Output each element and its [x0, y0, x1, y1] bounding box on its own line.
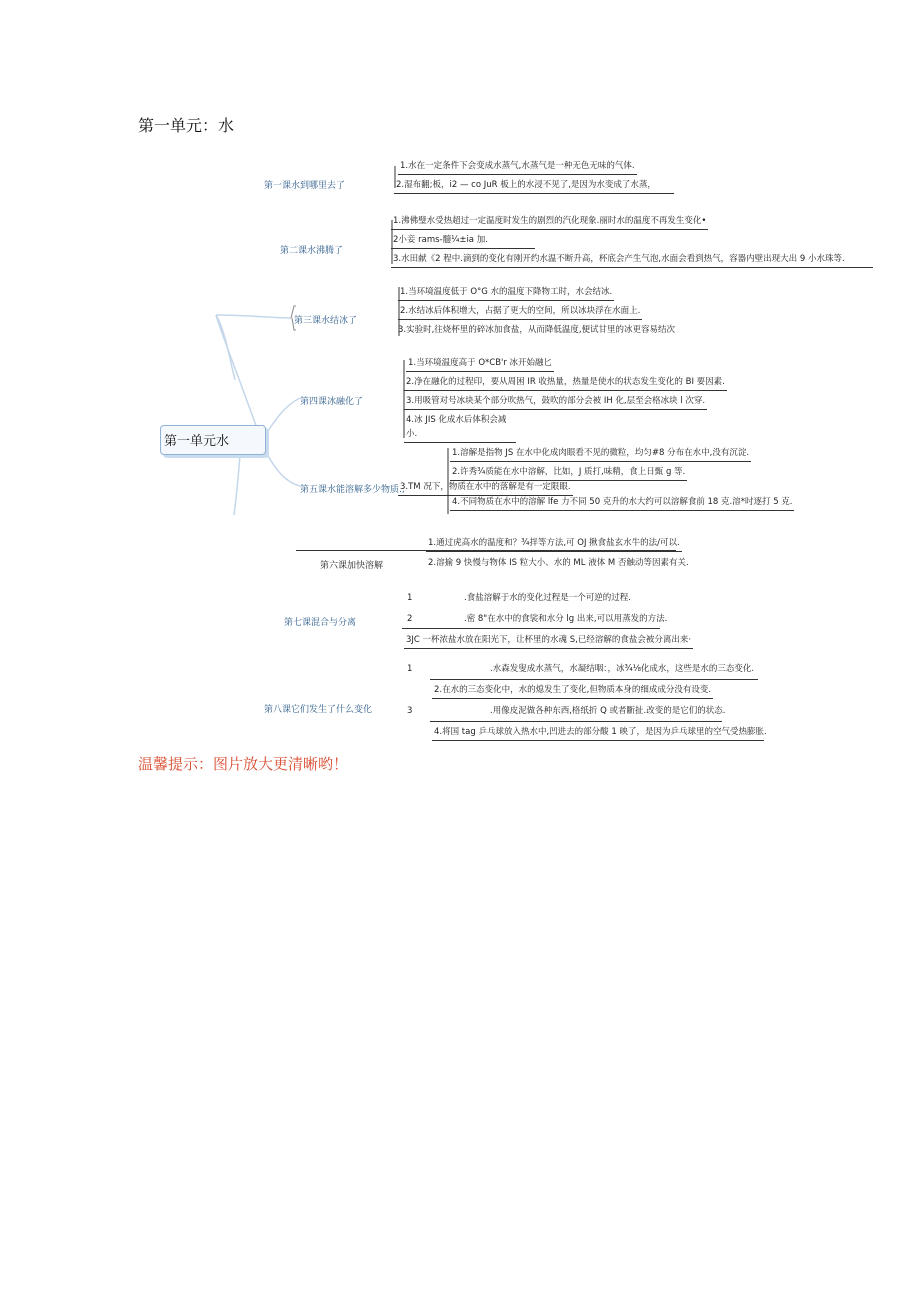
lesson-8-item-3-text: .用像皮泥做各种东西,格纸折 Q 或者斷扯.改变的是它们的状态.	[490, 706, 726, 716]
document-title: 第一单元：水	[138, 116, 235, 135]
lesson-2-item-1: 1.沸佛璧水受热超过一定温度时发生的剧烈的汽化现象.丽时水的温度不再发生变化•	[391, 216, 708, 230]
lesson-8-item-3-num: 3	[407, 706, 413, 716]
lesson-4-item-2: 2.净在融化的过程印，要从周困 IR 收热量，热量是使水的状态发生变化的 BI 要因素.	[404, 377, 727, 391]
lesson-3-title: 第三课水结冰了	[294, 316, 358, 326]
lesson-5-item-3: 3.TM 况下，物质在水中的落解是有一定限眼.	[398, 482, 573, 496]
lesson-7-title: 第七课混合与分离	[284, 618, 357, 628]
lesson-4-title: 第四课冰融化了	[300, 397, 364, 407]
lesson-8-rule-1	[430, 679, 758, 680]
lesson-7-item-2-num: 2	[407, 614, 413, 624]
lesson-7-item-1-text: .食盐溶解于水的变化过程是一个可逆的过程.	[464, 593, 631, 603]
lesson-8-title: 第八课它们发生了什么变化	[264, 705, 373, 715]
lesson-7-rule-2	[402, 628, 660, 629]
lesson-3-item-3: 3.实验时,往烧杯里的碎冰加食盐，从而降低温度,便试甘里的冰更容易结次	[398, 325, 676, 335]
lesson-7-item-1-num: 1	[407, 593, 413, 603]
lesson-2-title: 第二课水沸腾了	[280, 246, 344, 256]
lesson-1-title: 第一课水到哪里去了	[264, 181, 346, 191]
lesson-8-item-4: 4.将国 tag 乒乓球放入热水中,凹进去的部分酸 1 映了，是因为乒乓球里的空气受热膨胀.	[432, 727, 764, 741]
lesson-4-item-5: 小.	[404, 429, 516, 443]
lesson-6-title: 第六课加快溶解	[320, 561, 384, 571]
lesson-6-item-1: 1.通过虎高水的温度和？¾拌等方法,可 OJ 揪食盐玄水牛的法/可以.	[426, 538, 682, 552]
lesson-7-item-2-text: .密 8"在水中的食裟和水分 lg 出来,可以用蒸发的方法.	[464, 614, 668, 624]
lesson-2-item-3: 3.水田献《2 程中.滴到的变化有刚开约水温不断升高，杯底会产生气泡,水面会看到热气，容器内壁出现大出 9 小水珠等.	[391, 254, 873, 268]
lesson-5-item-2: 2.许秀¾质能在水中溶解，比如，J 质打,味精，食上日甄 g 等.	[450, 467, 687, 481]
mindmap-center-label: 第一单元水	[164, 434, 230, 449]
document-tip: 温馨提示：图片放大更清晰哟！	[138, 755, 349, 773]
lesson-5-item-1: 1.溶解是指物 JS 在水中化成肉眼看不见的微粒，均匀#8 分布在水中,没有沉淀.	[450, 448, 751, 462]
lesson-4-item-1: 1.当环境温度高于 O*CB'r 冰开始融匕	[406, 358, 554, 372]
lesson-5-title: 第五课水能溶解多少物质.,	[300, 485, 405, 495]
lesson-5-item-4: 4.不同物质在水中的溶解 lfe 力不同 50 克升的水大约可以溶解食前 18 克.溶*吋逐打 5 克.	[450, 497, 794, 511]
lesson-8-rule-3	[430, 721, 722, 722]
lesson-4-item-3: 3.用吸管对号冰块某个部分吹热气，鼓吹的部分会被 IH 化,层至会格冰块 l 次穿.	[404, 396, 707, 410]
lesson-3-item-2: 2.水结冰后体积增大，占据了更大的空间，所以冰块浮在水面上.	[398, 306, 642, 320]
lesson-8-item-1-text: .水森发叟成水蒸气，水凝结咽：，冰¾⅛化成水，这些是水的三态变化.	[490, 664, 755, 674]
lesson-1-item-1: 1.水在一定条件下会变成水蒸气,水蒸气是一种无色无味的气体.	[398, 161, 637, 175]
lesson-8-item-2: 2.在水的三态变化中，水的熄发生了变化,但物质本身的细成成分没有设变.	[432, 685, 713, 699]
lesson-2-item-2: 2小妾 rams-髓¼±ia 加.	[391, 235, 535, 249]
lesson-8-item-1-num: 1	[407, 664, 413, 674]
lesson-4-item-4: 4.冰 JIS 化成水后体积会减	[406, 415, 507, 425]
lesson-3-item-1: 1.当环境温度低于 O°G 水的温度下降物工时，水会结冰.	[398, 287, 614, 301]
lesson-6-item-2: 2.溶揄 9 快慢与物体 IS 粒大小、水的 ML 液体 M 否触动等因素有关.	[428, 558, 689, 568]
lesson-7-item-3: 3JC 一杯浓盐水放在阳光下，让杯里的水魂 S,已经溶解的食盐会被分离出来·	[404, 635, 693, 649]
lesson-1-item-2: 2.湿布翻;板，i2 — co JuR 板上的水浸不见了,是因为水变成了水蒸，	[394, 180, 674, 194]
